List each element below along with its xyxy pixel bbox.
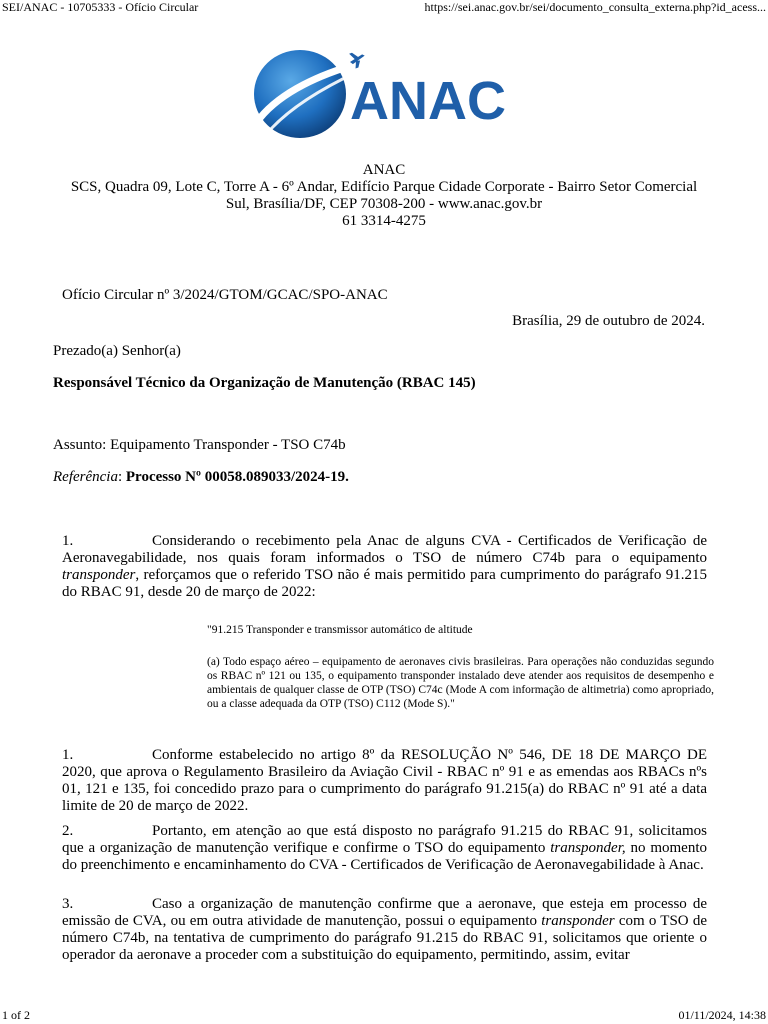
paragraph-italic: transponder xyxy=(541,913,615,929)
quote-body: (a) Todo espaço aéreo – equipamento de aeronaves civis brasileiras. Para operações não conduzidas segundo os RBAC nº 121 ou 135, o equipamento transponder instalado deve atender aos requisitos de desempenho e ambientais de qualquer classe de OTP (TSO) C74c (Mode A com informação de altimetria) como apropriado, ou a classe adequada da OTP (TSO) C112 (Mode S)." xyxy=(207,656,714,710)
paragraph-4 xyxy=(62,896,707,964)
paragraph-text-end: , reforçamos que o referido TSO não é mais permitido para cumprimento do parágrafo 91.215 do RBAC 91, desde 20 de março de 2022: xyxy=(62,567,707,600)
print-footer xyxy=(0,1008,768,1024)
paragraph-text-end: no momento do preenchimento e encaminhamento do CVA - Certificados de Verificação de Aeronavegabilidade à Anac. xyxy=(62,840,707,873)
paragraph-2 xyxy=(62,747,707,815)
paragraph-1 xyxy=(62,533,707,601)
document-number: Ofício Circular nº 3/2024/GTOM/GCAC/SPO-ANAC xyxy=(62,287,388,303)
org-name: ANAC xyxy=(362,162,406,178)
paragraph-3 xyxy=(62,823,707,874)
letterhead xyxy=(40,162,728,230)
paragraph-italic: transponder xyxy=(62,567,136,583)
document-date: Brasília, 29 de outubro de 2024. xyxy=(512,313,705,329)
print-header-url: https://sei.anac.gov.br/sei/documento_consulta_externa.php?id_acess... xyxy=(424,0,766,14)
recipient: Responsável Técnico da Organização de Manutenção (RBAC 145) xyxy=(53,375,476,391)
logo-text: ANAC xyxy=(350,71,506,131)
paragraph-number: 2. xyxy=(62,823,74,839)
paragraph-number: 1. xyxy=(62,747,74,763)
paragraph-text: Considerando o recebimento pela Anac de alguns CVA - Certificados de Verificação de Aeronavegabilidade, nos quais foram informados o TSO de número C74b para o equipamento xyxy=(62,533,707,566)
reference xyxy=(53,469,349,486)
paragraph-text-end: com o TSO de número C74b, na tentativa de cumprimento do parágrafo 91.215 do RBAC 91, solicitamos que oriente o operador da aeronave a proceder com a substituição do equipamento, permitindo, assim, evitar xyxy=(62,913,707,963)
address-line-2: Sul, Brasília/DF, CEP 70308-200 - www.anac.gov.br xyxy=(225,196,543,212)
print-header-title: SEI/ANAC - 10705333 - Ofício Circular xyxy=(2,0,199,14)
globe-airplane-logo-icon xyxy=(252,46,522,146)
anac-logo xyxy=(252,46,522,146)
address-line-1: SCS, Quadra 09, Lote C, Torre A - 6º Andar, Edifício Parque Cidade Corporate - Bairro Setor Comercial xyxy=(70,179,698,195)
print-header xyxy=(0,0,768,16)
subject: Assunto: Equipamento Transponder - TSO C74b xyxy=(53,437,346,453)
page-indicator: 1 of 2 xyxy=(2,1008,30,1022)
salutation: Prezado(a) Senhor(a) xyxy=(53,343,181,359)
paragraph-text: Caso a organização de manutenção confirme que a aeronave, que esteja em processo de emissão de CVA, ou em outra atividade de manutenção, possui o equipamento xyxy=(62,896,707,929)
paragraph-italic: transponder, xyxy=(550,840,626,856)
reference-value: Processo Nº 00058.089033/2024-19. xyxy=(125,469,349,485)
paragraph-number: 3. xyxy=(62,896,74,912)
paragraph-text: Portanto, em atenção ao que está disposto no parágrafo 91.215 do RBAC 91, solicitamos que a organização de manutenção verifique e confirme o TSO do equipamento xyxy=(62,823,707,856)
paragraph-text: Conforme estabelecido no artigo 8º da RESOLUÇÃO Nº 546, DE 18 DE MARÇO DE 2020, que aprova o Regulamento Brasileiro da Aviação Civil - RBAC nº 91 e as emendas aos RBACs nºs 01, 121 e 135, foi concedido prazo para o cumprimento do parágrafo 91.215(a) do RBAC nº 91 até a data limite de 20 de março de 2022. xyxy=(62,747,707,814)
quote-title: "91.215 Transponder e transmissor automático de altitude xyxy=(207,624,473,636)
reference-separator: : xyxy=(117,469,126,485)
print-timestamp: 01/11/2024, 14:38 xyxy=(678,1008,766,1022)
phone: 61 3314-4275 xyxy=(342,213,426,229)
paragraph-number: 1. xyxy=(62,533,74,549)
reference-label: Referência xyxy=(53,469,118,485)
